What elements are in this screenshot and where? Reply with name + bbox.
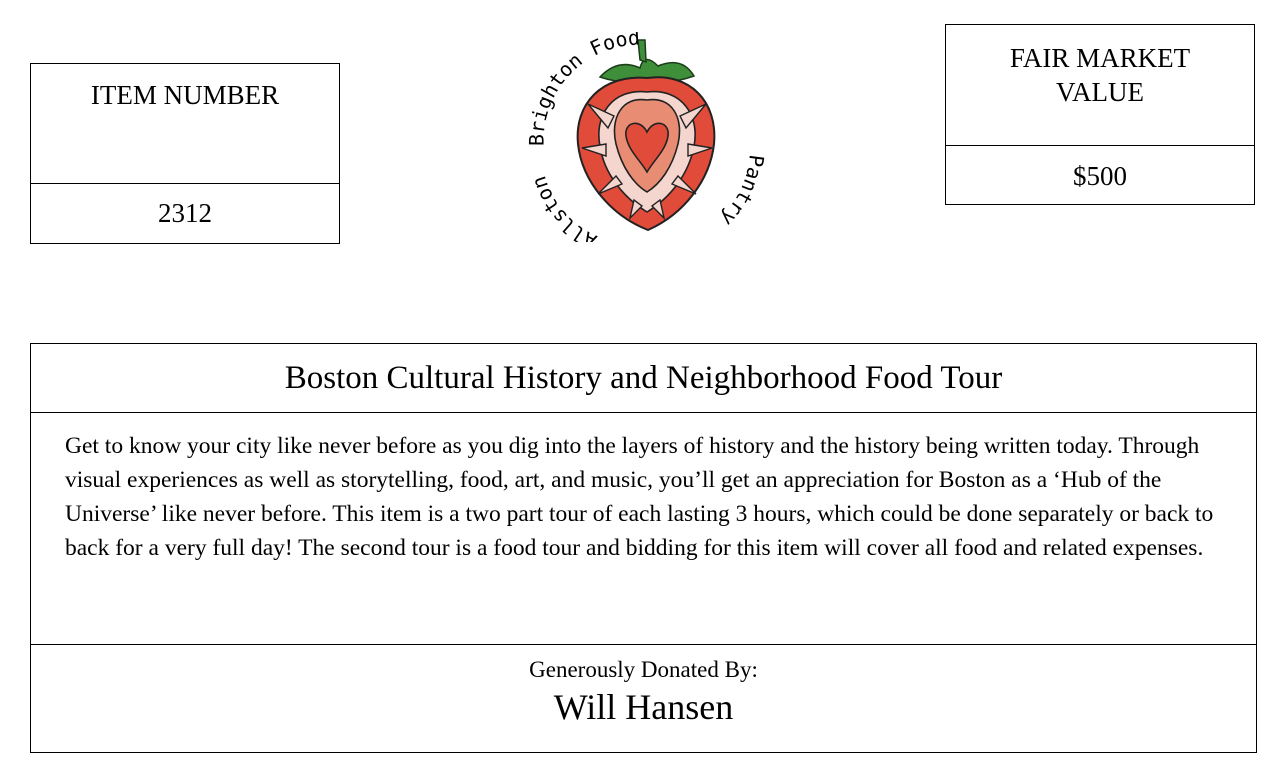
fair-market-label-line1: FAIR MARKET (1009, 43, 1191, 73)
logo-arc-left: Allston (526, 173, 601, 242)
fair-market-value: $500 (1073, 161, 1127, 191)
item-number-value: 2312 (158, 198, 212, 228)
logo-arc-top: Brighton Food (524, 32, 641, 147)
donor-name: Will Hansen (553, 687, 734, 727)
svg-text:Allston (526, 173, 600, 242)
item-number-label: ITEM NUMBER (31, 64, 339, 184)
svg-text:Pantry (716, 153, 768, 231)
listing-card (30, 343, 1257, 753)
listing-description: Get to know your city like never before as you dig into the layers of history and the history being written today. Through visual experiences as well as storytelling, food, art, and music, you’ll get an appreciation for Boston as a ‘Hub of the Universe’ like never before. This item is a two part tour of each lasting 3 hours, which could be done separately or back to back for a very full day! The second tour is a food tour and bidding for this item will cover all food and related expenses. (31, 413, 1256, 645)
strawberry-logo-icon (522, 32, 768, 242)
listing-title: Boston Cultural History and Neighborhood Food Tour (31, 344, 1256, 413)
donated-by-label: Generously Donated By: (529, 657, 758, 682)
fair-market-value-box (945, 24, 1255, 205)
item-number-box (30, 63, 340, 244)
fair-market-value-label (946, 25, 1254, 146)
donor-section (31, 645, 1256, 727)
pantry-logo (522, 32, 768, 242)
fair-market-label-line2: VALUE (1055, 77, 1144, 107)
logo-arc-right: Pantry (716, 153, 768, 232)
